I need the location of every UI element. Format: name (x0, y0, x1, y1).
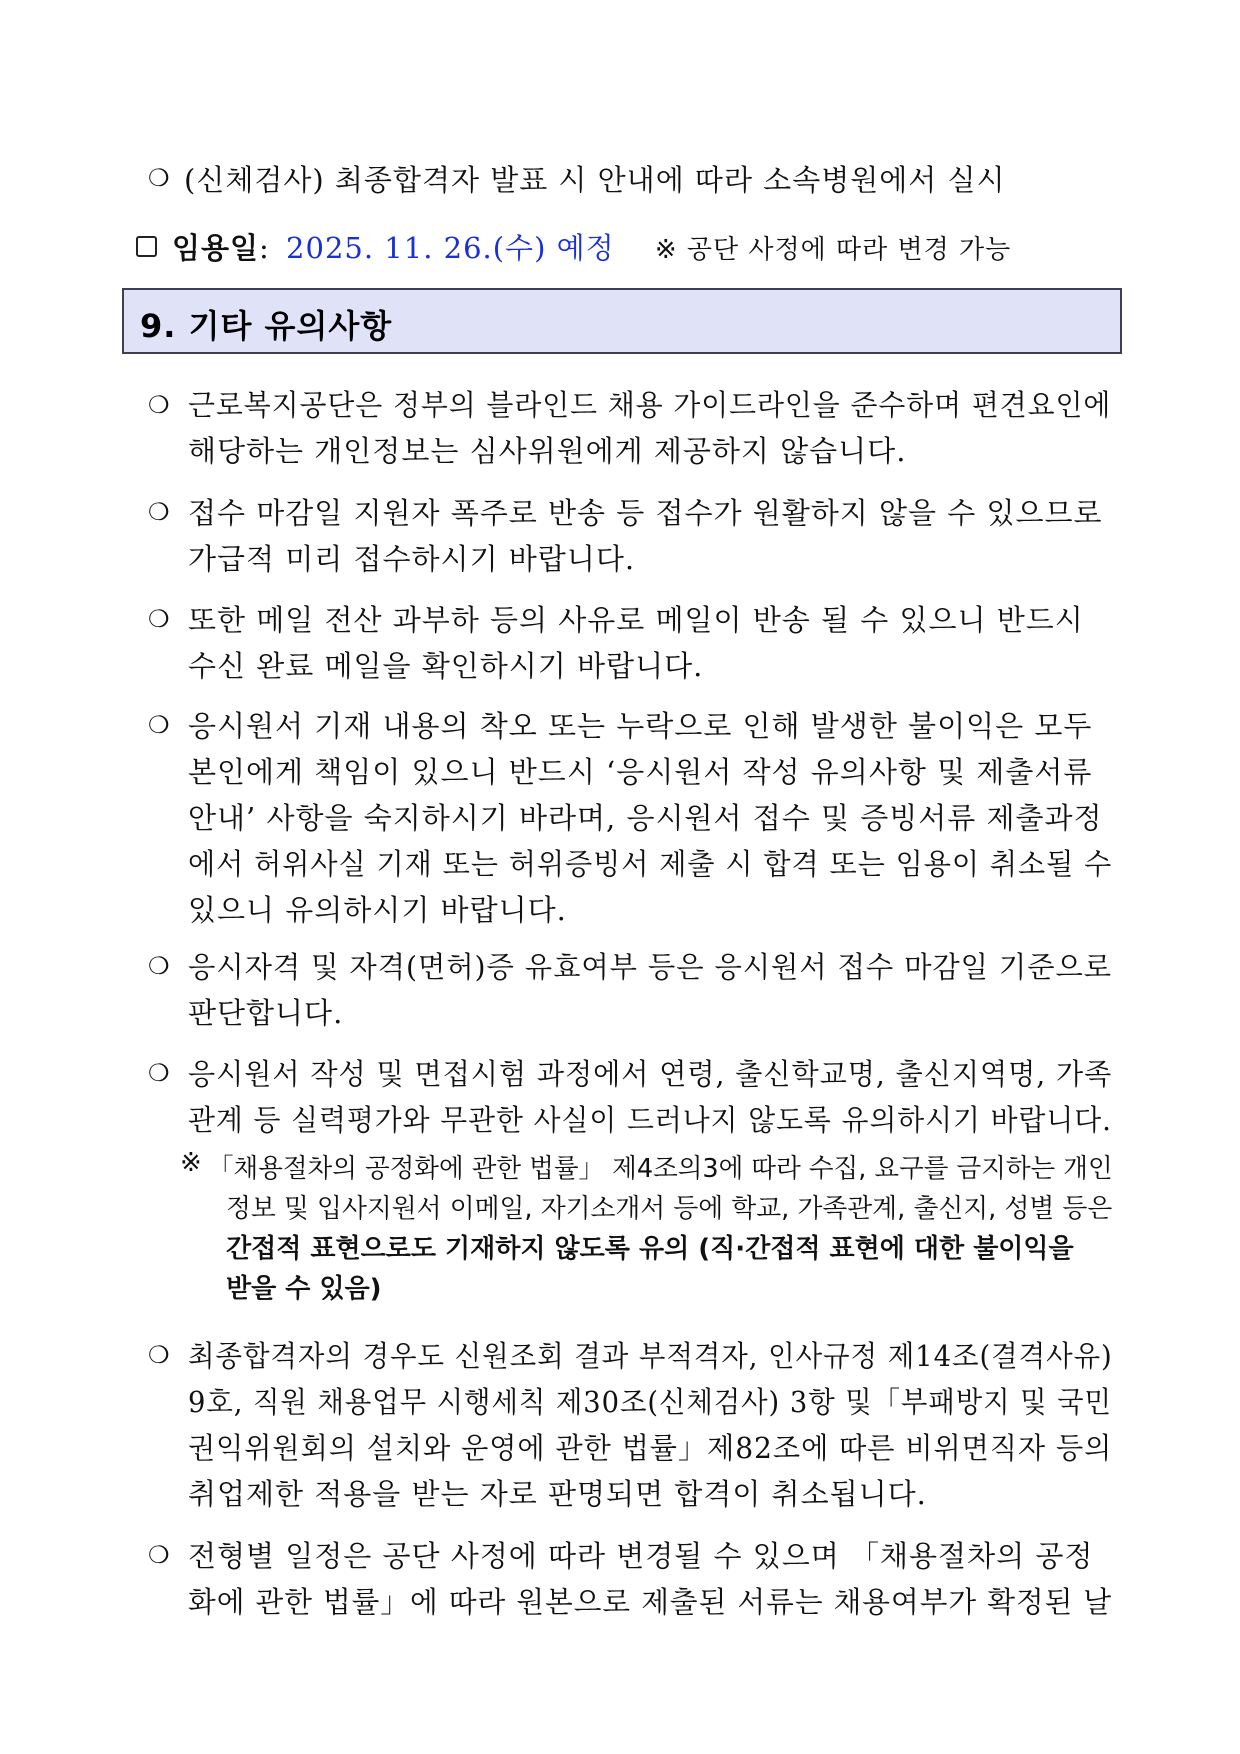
list-item-line: 9호, 직원 채용업무 시행세칙 제30조(신체검사) 3항 및「부패방지 및 국민 (188, 1385, 1112, 1419)
list-item-line: 판단합니다. (188, 996, 344, 1030)
appointment-colon: : (259, 231, 270, 265)
list-item-line: 화에 관한 법률」에 따라 원본으로 제출된 서류는 채용여부가 확정된 날 (188, 1585, 1113, 1619)
circle-bullet-icon: ❍ (148, 711, 170, 739)
appointment-row (172, 226, 1011, 267)
list-item-line: 있으니 유의하시기 바랍니다. (188, 893, 567, 927)
list-item-line: 근로복지공단은 정부의 블라인드 채용 가이드라인을 준수하며 편견요인에 (188, 388, 1112, 422)
circle-bullet-icon: ❍ (148, 391, 170, 419)
circle-bullet-icon: ❍ (148, 164, 170, 192)
law-note-line: 정보 및 입사지원서 이메일, 자기소개서 등에 학교, 가족관계, 출신지, 성별 등은 (226, 1194, 1113, 1224)
list-item-line: 수신 완료 메일을 확인하시기 바랍니다. (188, 649, 704, 683)
list-item-line: 관계 등 실력평가와 무관한 사실이 드러나지 않도록 유의하시기 바랍니다. (188, 1103, 1112, 1137)
appointment-date: 2025. 11. 26.(수) 예정 (286, 231, 615, 265)
circle-bullet-icon: ❍ (148, 952, 170, 980)
list-item-line: 응시원서 기재 내용의 착오 또는 누락으로 인해 발생한 불이익은 모두 (188, 709, 1093, 743)
list-item-line: 권익위원회의 설치와 운영에 관한 법률」제82조에 따른 비위면직자 등의 (188, 1431, 1113, 1465)
physical-exam-text: (신체검사) 최종합격자 발표 시 안내에 따라 소속병원에서 실시 (184, 163, 1006, 197)
circle-bullet-icon: ❍ (148, 1059, 170, 1087)
list-item-line: 응시자격 및 자격(면허)증 유효여부 등은 응시원서 접수 마감일 기준으로 (188, 950, 1113, 984)
list-item-line: 최종합격자의 경우도 신원조회 결과 부적격자, 인사규정 제14조(결격사유) (188, 1339, 1113, 1373)
list-item-line: 전형별 일정은 공단 사정에 따라 변경될 수 있으며 「채용절차의 공정 (188, 1539, 1094, 1573)
list-item-line: 응시원서 작성 및 면접시험 과정에서 연령, 출신학교명, 출신지역명, 가족 (188, 1057, 1113, 1091)
list-item-line: 본인에게 책임이 있으니 반드시 ‘응시원서 작성 유의사항 및 제출서류 (188, 755, 1093, 789)
circle-bullet-icon: ❍ (148, 1341, 170, 1369)
law-note-line-emphasis: 간접적 표현으로도 기재하지 않도록 유의 (직·간접적 표현에 대한 불이익을 (226, 1234, 1074, 1264)
checkbox-square-icon (136, 236, 157, 257)
list-item-line: 취업제한 적용을 받는 자로 판명되면 합격이 취소됩니다. (188, 1477, 927, 1511)
circle-bullet-icon: ❍ (148, 498, 170, 526)
section-header (122, 288, 1122, 354)
list-item-line: 또한 메일 전산 과부하 등의 사유로 메일이 반송 될 수 있으니 반드시 (188, 603, 1084, 637)
reference-mark: ※ (180, 1148, 202, 1178)
list-item-line: 에서 허위사실 기재 또는 허위증빙서 제출 시 합격 또는 임용이 취소될 수 (188, 847, 1113, 881)
list-item-line: 해당하는 개인정보는 심사위원에게 제공하지 않습니다. (188, 434, 907, 468)
list-item-line: 가급적 미리 접수하시기 바랍니다. (188, 542, 636, 576)
appointment-label: 임용일 (172, 231, 260, 265)
law-note-line: 「채용절차의 공정화에 관한 법률」 제4조의3에 따라 수집, 요구를 금지하는 개인 (208, 1154, 1113, 1184)
list-item-line: 접수 마감일 지원자 폭주로 반송 등 접수가 원활하지 않을 수 있으므로 (188, 496, 1103, 530)
list-item-line: 안내’ 사항을 숙지하시기 바라며, 응시원서 접수 및 증빙서류 제출과정 (188, 801, 1103, 835)
circle-bullet-icon: ❍ (148, 1541, 170, 1569)
law-note-line-emphasis: 받을 수 있음) (226, 1274, 382, 1304)
appointment-note: ※ 공단 사정에 따라 변경 가능 (654, 235, 1012, 265)
circle-bullet-icon: ❍ (148, 605, 170, 633)
section-title: 9. 기타 유의사항 (140, 307, 393, 345)
